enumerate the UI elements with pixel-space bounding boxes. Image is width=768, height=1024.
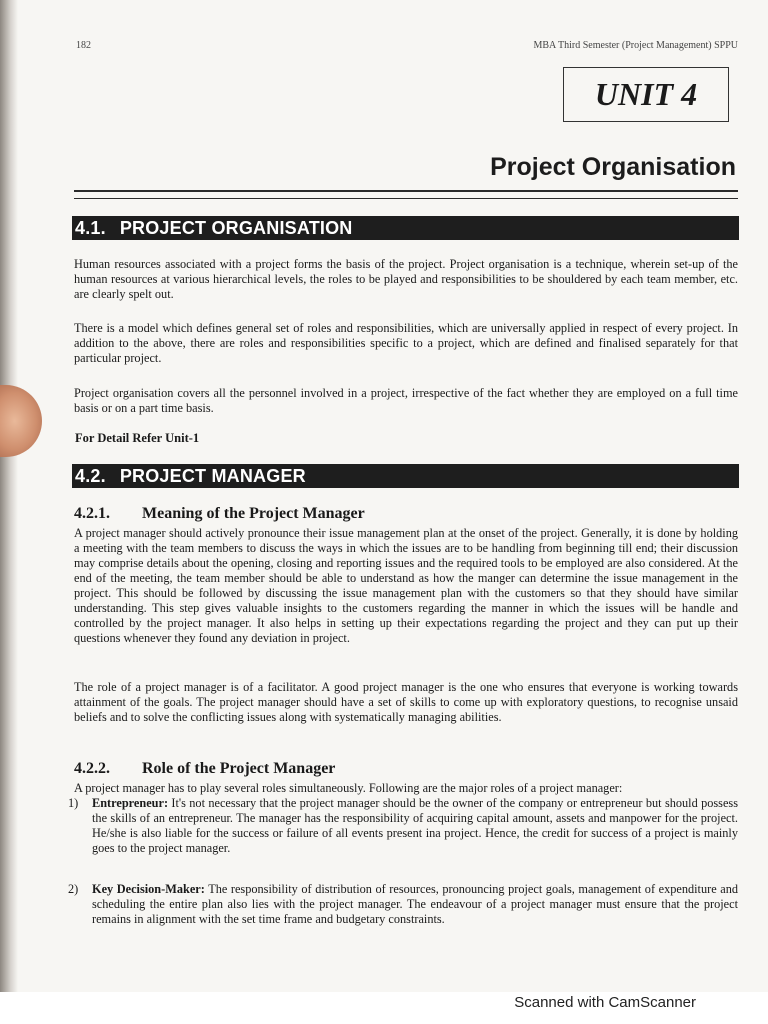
subsection-number: 4.2.2. — [74, 760, 110, 777]
list-text: It's not necessary that the project manager should be the owner of the company or entrepreneur but should possess the skills of an entrepreneur. The manager has the responsibility of acquiring capital amount, assets and manpower for the project. He/she is also liable for the success or failure of all events present ina project. Hence, the credit for success of a project is mainly goes to the project manager. — [92, 796, 738, 855]
refer-note: For Detail Refer Unit-1 — [75, 431, 200, 445]
paragraph: Human resources associated with a project forms the basis of the project. Project organisation is a technique, wherein set-up of the human resources at various hierarchical levels, the roles to be played and responsibilities to be shouldered by each team member, etc. are clearly spelt out. — [74, 257, 738, 301]
section-number: 4.2. — [75, 466, 106, 486]
subsection-heading-4-2-1 — [74, 505, 365, 523]
subsection-heading-4-2-2 — [74, 760, 335, 778]
paragraph: Project organisation covers all the personnel involved in a project, irrespective of the fact whether they are employed on a full time basis or on a part time basis. — [74, 386, 738, 415]
list-item-body — [92, 882, 738, 927]
scanner-watermark: Scanned with CamScanner — [514, 994, 696, 1011]
list-text: The responsibility of distribution of resources, pronouncing project goals, management of expenditure and scheduling the entire plan also lies with the project manager. The endeavour of a project manager must ensure that the project remains in alignment with the set time frame and budgetary constraints. — [92, 882, 738, 926]
page-number: 182 — [76, 40, 91, 51]
subsection-number: 4.2.1. — [74, 505, 110, 522]
list-item — [68, 796, 738, 856]
list-term: Key Decision-Maker: — [92, 882, 205, 896]
subsection-title: Role of the Project Manager — [142, 760, 336, 777]
paragraph: A project manager should actively pronounce their issue management plan at the onset of the project. Generally, it is done by holding a meeting with the team members to discuss the ways in which the issues are to be handling from beginning till end; their discussion may comprise details about the opening, closing and reporting issues and the required tools to be employed are also considered. At the end of the meeting, the team member should be able to understand as how the manger can determine the issue management in the project. This should be followed by discussing the issue management plan with the customers so that they should have similar understanding. This step gives valuable insights to the customers regarding the manner in which the issues will be handle and controlled by the project manager. It also helps in setting up their expectations regarding the project and they can put up their questions whenever they found any deviation in project. — [74, 526, 738, 645]
unit-label: UNIT 4 — [594, 76, 698, 112]
unit-label-box — [563, 67, 729, 122]
paragraph: A project manager has to play several roles simultaneously. Following are the major roles of a project manager: — [74, 781, 623, 795]
title-rule — [74, 190, 738, 199]
section-number: 4.1. — [75, 218, 106, 238]
section-heading-4-2 — [72, 464, 739, 488]
list-term: Entrepreneur: — [92, 796, 169, 810]
section-heading-4-1 — [72, 216, 739, 240]
section-title: PROJECT ORGANISATION — [119, 218, 353, 238]
section-title: PROJECT MANAGER — [119, 466, 306, 486]
chapter-title: Project Organisation — [490, 153, 736, 181]
list-item-body — [92, 796, 738, 856]
paragraph: The role of a project manager is of a facilitator. A good project manager is the one who ensures that everyone is working towards attainment of the goals. The project manager should have a set of skills to come up with exploratory questions, to recognise unsaid beliefs and to solve the conflicting issues along with systematically managing abilities. — [74, 680, 738, 724]
page-edge-shadow — [0, 0, 18, 992]
paragraph: There is a model which defines general set of roles and responsibilities, which are universally applied in respect of every project. In addition to the above, there are roles and responsibilities specific to a project, which are defined and finalised separately for that particular project. — [74, 321, 738, 365]
subsection-title: Meaning of the Project Manager — [142, 505, 365, 522]
list-marker: 2) — [68, 882, 79, 896]
list-item — [68, 882, 738, 927]
list-marker: 1) — [68, 796, 79, 810]
running-head: MBA Third Semester (Project Management) SPPU — [533, 40, 738, 51]
